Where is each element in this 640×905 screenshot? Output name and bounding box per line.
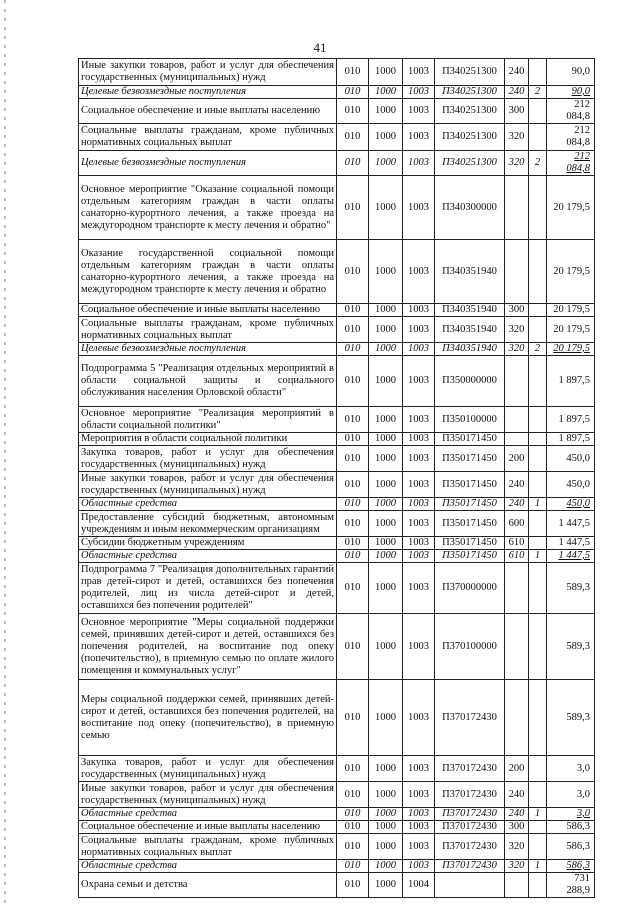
row-amount: 212 084,8	[547, 124, 595, 151]
row-name: Мероприятия в области социальной политики	[79, 433, 337, 446]
row-expense-type	[505, 873, 529, 898]
row-ministry-code: 010	[337, 860, 369, 873]
table-row	[79, 304, 595, 317]
row-source-code	[529, 124, 547, 151]
row-subsection-code: 1003	[403, 782, 435, 808]
row-section-code: 1000	[369, 356, 403, 407]
row-ministry-code: 010	[337, 124, 369, 151]
row-section-code: 1000	[369, 433, 403, 446]
row-name: Социальные выплаты гражданам, кроме публичных нормативных социальных выплат	[79, 124, 337, 151]
row-name: Основное мероприятие "Меры социальной поддержки семей, принявших детей-сирот и детей, оставшихся без попечения родителей, на воспитание под опеку (попечительство), в приемную семью по оплате жилого помещения и коммунальных услуг"	[79, 614, 337, 680]
table-row	[79, 124, 595, 151]
row-ministry-code: 010	[337, 59, 369, 86]
row-source-code: 2	[529, 86, 547, 99]
row-section-code: 1000	[369, 240, 403, 304]
row-source-code	[529, 782, 547, 808]
row-subsection-code: 1004	[403, 873, 435, 898]
row-target-code: П340251300	[435, 151, 505, 176]
row-name: Целевые безвозмездные поступления	[79, 151, 337, 176]
row-expense-type: 320	[505, 343, 529, 356]
row-target-code: П340351940	[435, 317, 505, 343]
row-expense-type: 300	[505, 99, 529, 124]
row-amount: 20 179,5	[547, 176, 595, 240]
row-amount: 20 179,5	[547, 317, 595, 343]
row-amount: 1 897,5	[547, 407, 595, 433]
row-ministry-code: 010	[337, 99, 369, 124]
row-source-code	[529, 433, 547, 446]
row-source-code: 2	[529, 343, 547, 356]
table-row	[79, 550, 595, 563]
row-ministry-code: 010	[337, 472, 369, 498]
row-ministry-code: 010	[337, 317, 369, 343]
row-section-code: 1000	[369, 124, 403, 151]
row-name: Иные закупки товаров, работ и услуг для обеспечения государственных (муниципальных) нужд	[79, 782, 337, 808]
row-name: Целевые безвозмездные поступления	[79, 86, 337, 99]
row-ministry-code: 010	[337, 563, 369, 614]
row-expense-type: 200	[505, 446, 529, 472]
row-target-code: П350000000	[435, 356, 505, 407]
row-target-code: П340300000	[435, 176, 505, 240]
row-source-code	[529, 756, 547, 782]
row-amount: 450,0	[547, 446, 595, 472]
table-row	[79, 680, 595, 756]
row-amount: 586,3	[547, 834, 595, 860]
row-section-code: 1000	[369, 563, 403, 614]
row-ministry-code: 010	[337, 343, 369, 356]
table-row	[79, 537, 595, 550]
row-name: Охрана семьи и детства	[79, 873, 337, 898]
row-expense-type: 240	[505, 782, 529, 808]
row-expense-type: 320	[505, 317, 529, 343]
row-section-code: 1000	[369, 498, 403, 511]
row-section-code: 1000	[369, 343, 403, 356]
row-subsection-code: 1003	[403, 472, 435, 498]
row-amount: 1 897,5	[547, 433, 595, 446]
row-source-code	[529, 834, 547, 860]
row-expense-type: 300	[505, 304, 529, 317]
row-amount: 589,3	[547, 563, 595, 614]
row-amount: 586,3	[547, 821, 595, 834]
row-section-code: 1000	[369, 511, 403, 537]
row-section-code: 1000	[369, 537, 403, 550]
row-source-code: 1	[529, 860, 547, 873]
table-row	[79, 446, 595, 472]
row-ministry-code: 010	[337, 176, 369, 240]
row-target-code: П350100000	[435, 407, 505, 433]
row-expense-type: 600	[505, 511, 529, 537]
binding-edge-marks	[4, 0, 6, 905]
row-target-code: П340351940	[435, 304, 505, 317]
row-source-code	[529, 356, 547, 407]
row-expense-type: 240	[505, 498, 529, 511]
table-row	[79, 240, 595, 304]
row-name: Социальные выплаты гражданам, кроме публичных нормативных социальных выплат	[79, 317, 337, 343]
row-expense-type	[505, 240, 529, 304]
row-section-code: 1000	[369, 782, 403, 808]
row-name: Иные закупки товаров, работ и услуг для обеспечения государственных (муниципальных) нужд	[79, 472, 337, 498]
row-name: Социальное обеспечение и иные выплаты населению	[79, 304, 337, 317]
row-name: Социальное обеспечение и иные выплаты населению	[79, 99, 337, 124]
row-name: Областные средства	[79, 498, 337, 511]
row-amount: 731 288,9	[547, 873, 595, 898]
table-row	[79, 563, 595, 614]
row-source-code: 1	[529, 808, 547, 821]
table-row	[79, 808, 595, 821]
table-row	[79, 343, 595, 356]
row-ministry-code: 010	[337, 511, 369, 537]
row-name: Основное мероприятие "Реализация мероприятий в области социальной политики"	[79, 407, 337, 433]
row-subsection-code: 1003	[403, 343, 435, 356]
row-ministry-code: 010	[337, 680, 369, 756]
row-expense-type: 320	[505, 124, 529, 151]
row-source-code	[529, 446, 547, 472]
row-target-code: П350171450	[435, 537, 505, 550]
row-expense-type: 320	[505, 151, 529, 176]
row-section-code: 1000	[369, 550, 403, 563]
row-expense-type	[505, 680, 529, 756]
row-target-code: П340351940	[435, 240, 505, 304]
row-ministry-code: 010	[337, 537, 369, 550]
row-subsection-code: 1003	[403, 680, 435, 756]
row-name: Социальные выплаты гражданам, кроме публичных нормативных социальных выплат	[79, 834, 337, 860]
table-row	[79, 873, 595, 898]
row-ministry-code: 010	[337, 304, 369, 317]
row-source-code: 1	[529, 550, 547, 563]
row-ministry-code: 010	[337, 86, 369, 99]
row-ministry-code: 010	[337, 614, 369, 680]
row-amount: 212 084,8	[547, 99, 595, 124]
row-expense-type: 240	[505, 59, 529, 86]
row-ministry-code: 010	[337, 834, 369, 860]
row-target-code: П350171450	[435, 472, 505, 498]
row-section-code: 1000	[369, 873, 403, 898]
row-section-code: 1000	[369, 808, 403, 821]
row-source-code	[529, 563, 547, 614]
row-source-code	[529, 873, 547, 898]
row-subsection-code: 1003	[403, 59, 435, 86]
row-subsection-code: 1003	[403, 356, 435, 407]
row-amount: 3,0	[547, 756, 595, 782]
row-section-code: 1000	[369, 59, 403, 86]
row-ministry-code: 010	[337, 782, 369, 808]
row-target-code: П370172430	[435, 782, 505, 808]
row-ministry-code: 010	[337, 550, 369, 563]
table-row	[79, 176, 595, 240]
row-name: Областные средства	[79, 550, 337, 563]
row-name: Закупка товаров, работ и услуг для обеспечения государственных (муниципальных) нужд	[79, 756, 337, 782]
row-subsection-code: 1003	[403, 756, 435, 782]
row-section-code: 1000	[369, 176, 403, 240]
row-amount: 450,0	[547, 498, 595, 511]
row-amount: 20 179,5	[547, 240, 595, 304]
row-name: Подпрограмма 5 "Реализация отдельных мероприятий в области социальной защиты и социального обслуживания населения Орловской области"	[79, 356, 337, 407]
row-expense-type	[505, 563, 529, 614]
table-row	[79, 472, 595, 498]
table-row	[79, 151, 595, 176]
row-name: Иные закупки товаров, работ и услуг для обеспечения государственных (муниципальных) нужд	[79, 59, 337, 86]
row-subsection-code: 1003	[403, 446, 435, 472]
row-amount: 1 897,5	[547, 356, 595, 407]
row-expense-type: 200	[505, 756, 529, 782]
row-section-code: 1000	[369, 834, 403, 860]
row-name: Оказание государственной социальной помощи отдельным категориям граждан в части оплаты санаторно-курортного лечения, а также проезда на междугородном транспорте к месту лечения и обратно	[79, 240, 337, 304]
row-subsection-code: 1003	[403, 151, 435, 176]
row-subsection-code: 1003	[403, 304, 435, 317]
row-target-code: П350171450	[435, 498, 505, 511]
row-amount: 1 447,5	[547, 537, 595, 550]
row-subsection-code: 1003	[403, 511, 435, 537]
row-ministry-code: 010	[337, 446, 369, 472]
row-source-code	[529, 614, 547, 680]
row-subsection-code: 1003	[403, 317, 435, 343]
row-name: Подпрограмма 7 "Реализация дополнительных гарантий прав детей-сирот и детей, оставшихся без попечения родителей, лиц из числа детей-сирот и детей, оставшихся без попечения родителей"	[79, 563, 337, 614]
row-subsection-code: 1003	[403, 498, 435, 511]
table-row	[79, 756, 595, 782]
table-row	[79, 59, 595, 86]
row-source-code	[529, 304, 547, 317]
row-amount: 1 447,5	[547, 511, 595, 537]
row-subsection-code: 1003	[403, 614, 435, 680]
row-expense-type	[505, 356, 529, 407]
row-source-code	[529, 511, 547, 537]
table-row	[79, 834, 595, 860]
row-ministry-code: 010	[337, 356, 369, 407]
row-amount: 90,0	[547, 59, 595, 86]
row-ministry-code: 010	[337, 151, 369, 176]
row-amount: 3,0	[547, 782, 595, 808]
row-subsection-code: 1003	[403, 86, 435, 99]
row-subsection-code: 1003	[403, 240, 435, 304]
row-source-code	[529, 407, 547, 433]
row-amount: 212 084,8	[547, 151, 595, 176]
row-expense-type: 320	[505, 860, 529, 873]
row-name: Субсидии бюджетным учреждениям	[79, 537, 337, 550]
row-expense-type: 610	[505, 550, 529, 563]
row-expense-type: 240	[505, 808, 529, 821]
row-name: Меры социальной поддержки семей, принявших детей-сирот и детей, оставшихся без попечения родителей, на воспитание под опеку (попечительство), в приемную семью	[79, 680, 337, 756]
table-row	[79, 86, 595, 99]
row-expense-type	[505, 614, 529, 680]
row-expense-type: 240	[505, 472, 529, 498]
table-row	[79, 407, 595, 433]
budget-table	[78, 58, 595, 898]
row-section-code: 1000	[369, 304, 403, 317]
row-subsection-code: 1003	[403, 808, 435, 821]
row-subsection-code: 1003	[403, 537, 435, 550]
row-name: Областные средства	[79, 808, 337, 821]
row-expense-type	[505, 433, 529, 446]
table-row	[79, 614, 595, 680]
row-target-code: П370172430	[435, 756, 505, 782]
row-amount: 589,3	[547, 614, 595, 680]
row-target-code: П340351940	[435, 343, 505, 356]
row-source-code	[529, 59, 547, 86]
row-expense-type: 300	[505, 821, 529, 834]
row-target-code: П340251300	[435, 86, 505, 99]
page-number: 41	[313, 40, 327, 55]
row-expense-type: 610	[505, 537, 529, 550]
row-expense-type	[505, 407, 529, 433]
row-target-code: П340251300	[435, 99, 505, 124]
row-name: Предоставление субсидий бюджетным, автономным учреждениям и иным некоммерческим организациям	[79, 511, 337, 537]
row-ministry-code: 010	[337, 756, 369, 782]
table-row	[79, 821, 595, 834]
row-name: Закупка товаров, работ и услуг для обеспечения государственных (муниципальных) нужд	[79, 446, 337, 472]
budget-table-body	[79, 59, 595, 898]
row-target-code: П370000000	[435, 563, 505, 614]
row-expense-type	[505, 176, 529, 240]
row-subsection-code: 1003	[403, 433, 435, 446]
row-section-code: 1000	[369, 472, 403, 498]
row-source-code	[529, 680, 547, 756]
table-row	[79, 317, 595, 343]
row-subsection-code: 1003	[403, 550, 435, 563]
table-row	[79, 860, 595, 873]
row-target-code	[435, 873, 505, 898]
table-row	[79, 433, 595, 446]
row-section-code: 1000	[369, 614, 403, 680]
row-expense-type: 320	[505, 834, 529, 860]
row-amount: 3,0	[547, 808, 595, 821]
row-amount: 90,0	[547, 86, 595, 99]
row-ministry-code: 010	[337, 433, 369, 446]
row-target-code: П370172430	[435, 680, 505, 756]
row-name: Основное мероприятие "Оказание социальной помощи отдельным категориям граждан в части оплаты санаторно-курортного лечения, а также проезда на междугородном транспорте к месту лечения и обратно"	[79, 176, 337, 240]
row-subsection-code: 1003	[403, 124, 435, 151]
row-amount: 20 179,5	[547, 343, 595, 356]
table-row	[79, 356, 595, 407]
table-row	[79, 498, 595, 511]
row-amount: 589,3	[547, 680, 595, 756]
row-target-code: П370100000	[435, 614, 505, 680]
row-target-code: П350171450	[435, 550, 505, 563]
row-target-code: П370172430	[435, 834, 505, 860]
row-subsection-code: 1003	[403, 563, 435, 614]
row-ministry-code: 010	[337, 821, 369, 834]
row-target-code: П350171450	[435, 433, 505, 446]
row-section-code: 1000	[369, 680, 403, 756]
table-row	[79, 782, 595, 808]
row-target-code: П370172430	[435, 821, 505, 834]
row-target-code: П370172430	[435, 808, 505, 821]
row-section-code: 1000	[369, 860, 403, 873]
row-subsection-code: 1003	[403, 821, 435, 834]
row-amount: 586,3	[547, 860, 595, 873]
row-subsection-code: 1003	[403, 99, 435, 124]
row-source-code: 2	[529, 151, 547, 176]
row-section-code: 1000	[369, 317, 403, 343]
row-target-code: П370172430	[435, 860, 505, 873]
row-section-code: 1000	[369, 86, 403, 99]
row-source-code	[529, 821, 547, 834]
row-ministry-code: 010	[337, 407, 369, 433]
row-section-code: 1000	[369, 151, 403, 176]
row-source-code	[529, 472, 547, 498]
row-subsection-code: 1003	[403, 860, 435, 873]
row-ministry-code: 010	[337, 873, 369, 898]
row-expense-type: 240	[505, 86, 529, 99]
table-row	[79, 99, 595, 124]
row-ministry-code: 010	[337, 498, 369, 511]
row-section-code: 1000	[369, 821, 403, 834]
row-source-code	[529, 240, 547, 304]
row-amount: 1 447,5	[547, 550, 595, 563]
row-source-code	[529, 176, 547, 240]
row-ministry-code: 010	[337, 808, 369, 821]
row-source-code: 1	[529, 498, 547, 511]
row-target-code: П340251300	[435, 124, 505, 151]
row-subsection-code: 1003	[403, 407, 435, 433]
row-source-code	[529, 99, 547, 124]
row-name: Целевые безвозмездные поступления	[79, 343, 337, 356]
row-subsection-code: 1003	[403, 834, 435, 860]
row-amount: 450,0	[547, 472, 595, 498]
row-amount: 20 179,5	[547, 304, 595, 317]
row-name: Областные средства	[79, 860, 337, 873]
row-section-code: 1000	[369, 446, 403, 472]
row-target-code: П340251300	[435, 59, 505, 86]
row-target-code: П350171450	[435, 511, 505, 537]
row-source-code	[529, 317, 547, 343]
row-subsection-code: 1003	[403, 176, 435, 240]
row-section-code: 1000	[369, 407, 403, 433]
row-ministry-code: 010	[337, 240, 369, 304]
row-source-code	[529, 537, 547, 550]
row-section-code: 1000	[369, 756, 403, 782]
row-name: Социальное обеспечение и иные выплаты населению	[79, 821, 337, 834]
table-row	[79, 511, 595, 537]
row-target-code: П350171450	[435, 446, 505, 472]
row-section-code: 1000	[369, 99, 403, 124]
